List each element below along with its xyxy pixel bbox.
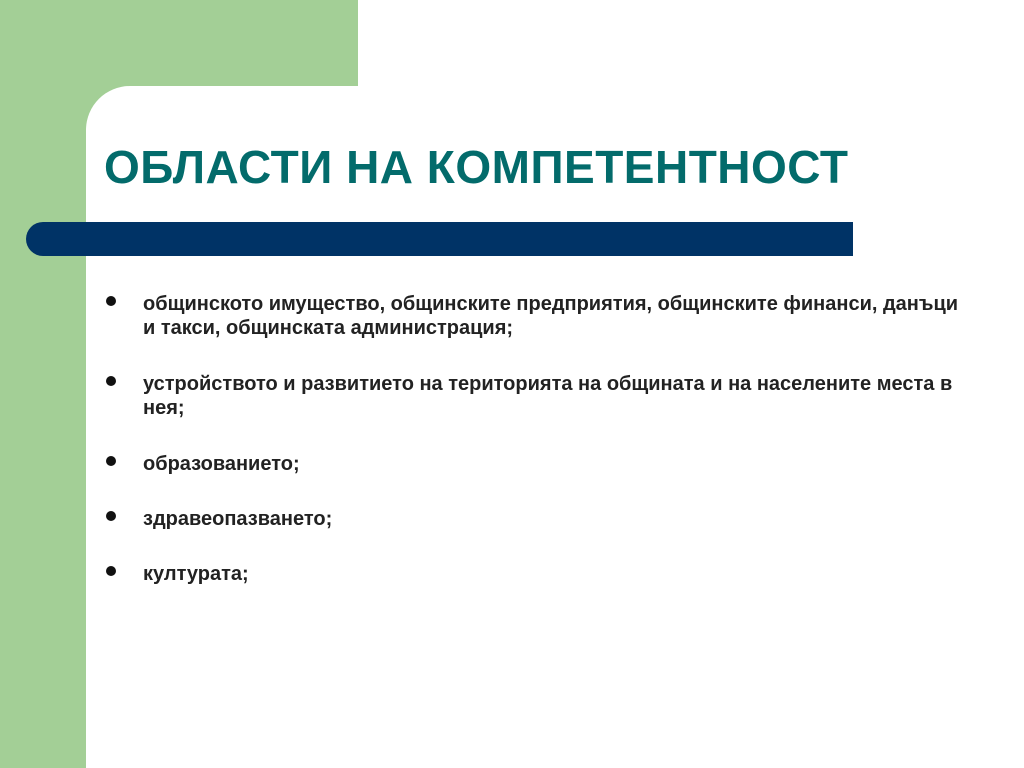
bullet-item <box>106 562 966 586</box>
bullet-text: здравеопазването; <box>143 508 333 530</box>
bullet-text: устройството и развитието на територията на общината и на населените места в нея; <box>143 373 953 419</box>
bullet-list <box>106 292 966 586</box>
bullet-text: общинското имущество, общинските предприятия, общинските финанси, данъци и такси, общинската администрация; <box>143 293 959 339</box>
bullet-dot-icon <box>106 456 116 466</box>
bullet-dot-icon <box>106 566 116 576</box>
bullet-text: образованието; <box>143 453 300 475</box>
bullet-dot-icon <box>106 511 116 521</box>
title-underline-bar <box>26 222 853 256</box>
bullet-item <box>106 507 966 531</box>
bullet-item <box>106 292 966 340</box>
bullet-item <box>106 372 966 420</box>
bullet-dot-icon <box>106 376 116 386</box>
slide-title: ОБЛАСТИ НА КОМПЕТЕНТНОСТ <box>104 141 849 193</box>
bullet-dot-icon <box>106 296 116 306</box>
bullet-text: културата; <box>143 563 249 585</box>
bullet-item <box>106 452 966 476</box>
